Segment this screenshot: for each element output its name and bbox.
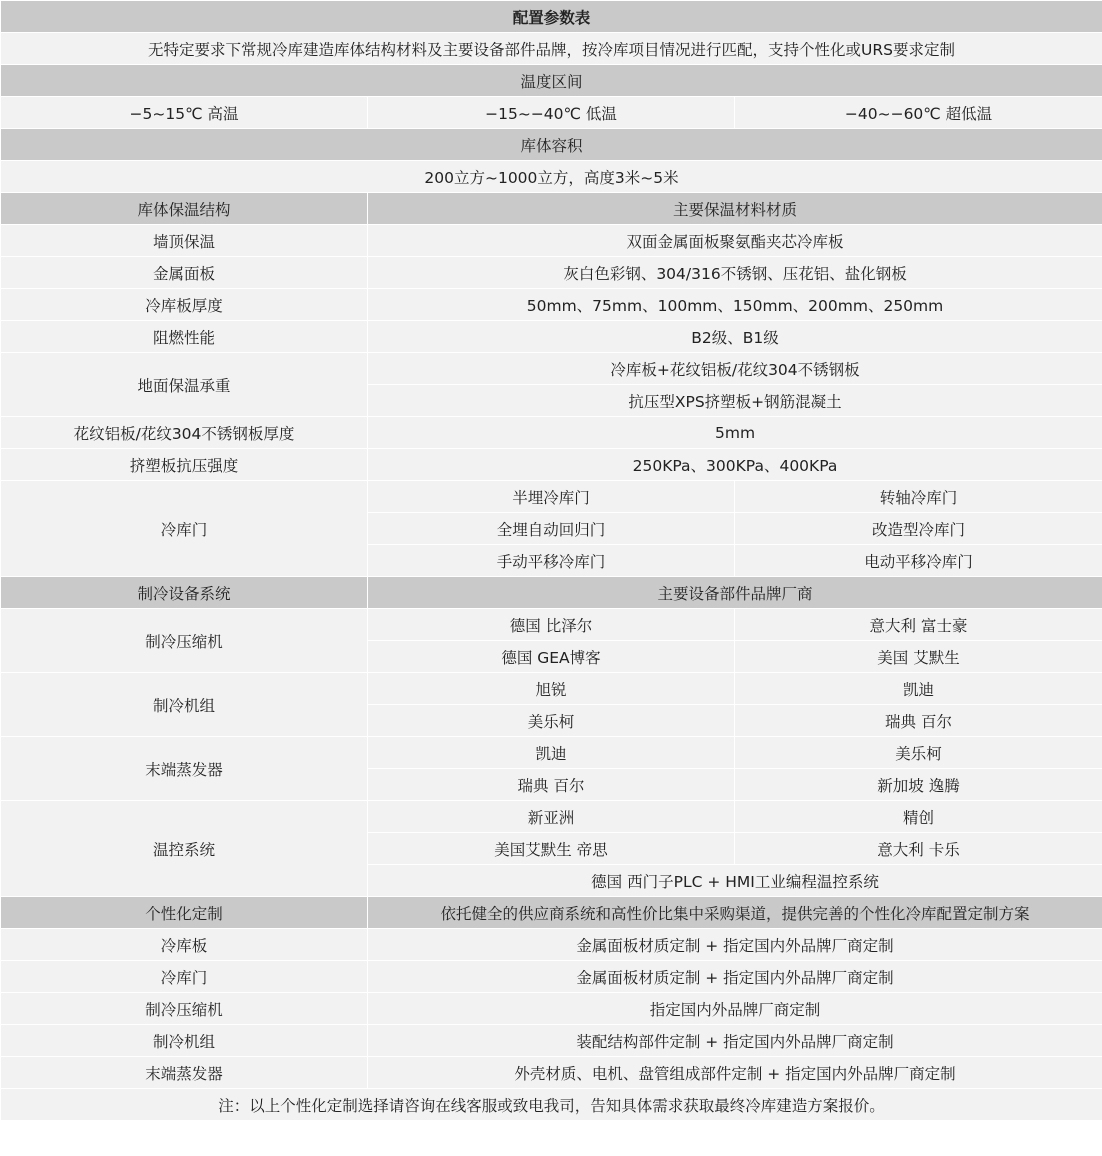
row-value: 装配结构部件定制 + 指定国内外品牌厂商定制 xyxy=(368,1025,1102,1057)
row-value: 瑞典 百尔 xyxy=(735,705,1102,737)
row-value: 抗压型XPS挤塑板+钢筋混凝土 xyxy=(368,385,1102,417)
temperature-ultra-low: −40~−60℃ 超低温 xyxy=(735,97,1102,129)
table-row xyxy=(1,417,1102,449)
volume-header: 库体容积 xyxy=(1,129,1102,161)
row-value: 双面金属面板聚氨酯夹芯冷库板 xyxy=(368,225,1102,257)
insulation-header-left: 库体保温结构 xyxy=(1,193,368,225)
table-row xyxy=(1,481,1102,513)
row-value: 意大利 富士豪 xyxy=(735,609,1102,641)
row-value: 德国 西门子PLC + HMI工业编程温控系统 xyxy=(368,865,1102,897)
row-value: 外壳材质、电机、盘管组成部件定制 + 指定国内外品牌厂商定制 xyxy=(368,1057,1102,1089)
temperature-header: 温度区间 xyxy=(1,65,1102,97)
table-row xyxy=(1,993,1102,1025)
row-value: 凯迪 xyxy=(368,737,735,769)
row-label: 温控系统 xyxy=(1,801,368,897)
table-row xyxy=(1,577,1102,609)
row-label: 挤塑板抗压强度 xyxy=(1,449,368,481)
row-value: 灰白色彩钢、304/316不锈钢、压花铝、盐化钢板 xyxy=(368,257,1102,289)
table-row xyxy=(1,929,1102,961)
row-value: 改造型冷库门 xyxy=(735,513,1102,545)
table-row xyxy=(1,97,1102,129)
row-value: 新亚洲 xyxy=(368,801,735,833)
table-row xyxy=(1,225,1102,257)
intro-text: 无特定要求下常规冷库建造库体结构材料及主要设备部件品牌，按冷库项目情况进行匹配，支持个性化或URS要求定制 xyxy=(1,33,1102,65)
row-value: 美国 艾默生 xyxy=(735,641,1102,673)
table-row xyxy=(1,449,1102,481)
row-label: 金属面板 xyxy=(1,257,368,289)
row-value: 瑞典 百尔 xyxy=(368,769,735,801)
row-label: 冷库门 xyxy=(1,481,368,577)
table-row xyxy=(1,1089,1102,1121)
table-row xyxy=(1,897,1102,929)
row-value: 手动平移冷库门 xyxy=(368,545,735,577)
table-row xyxy=(1,1057,1102,1089)
row-label: 冷库板 xyxy=(1,929,368,961)
table-row xyxy=(1,609,1102,641)
row-label: 制冷压缩机 xyxy=(1,609,368,673)
row-label: 冷库板厚度 xyxy=(1,289,368,321)
custom-header-left: 个性化定制 xyxy=(1,897,368,929)
row-value: 指定国内外品牌厂商定制 xyxy=(368,993,1102,1025)
table-row xyxy=(1,161,1102,193)
table-row xyxy=(1,289,1102,321)
row-label: 墙顶保温 xyxy=(1,225,368,257)
row-label: 花纹铝板/花纹304不锈钢板厚度 xyxy=(1,417,368,449)
row-label: 阻燃性能 xyxy=(1,321,368,353)
temperature-high: −5~15℃ 高温 xyxy=(1,97,368,129)
row-label: 末端蒸发器 xyxy=(1,1057,368,1089)
table-row xyxy=(1,257,1102,289)
row-value: 250KPa、300KPa、400KPa xyxy=(368,449,1102,481)
table-row xyxy=(1,673,1102,705)
table-row xyxy=(1,33,1102,65)
table-row xyxy=(1,801,1102,833)
row-value: 意大利 卡乐 xyxy=(735,833,1102,865)
table-row xyxy=(1,321,1102,353)
row-value: 美乐柯 xyxy=(368,705,735,737)
table-row xyxy=(1,1025,1102,1057)
table-row xyxy=(1,353,1102,385)
table-row xyxy=(1,65,1102,97)
row-label: 地面保温承重 xyxy=(1,353,368,417)
row-value: 5mm xyxy=(368,417,1102,449)
row-label: 冷库门 xyxy=(1,961,368,993)
row-label: 制冷压缩机 xyxy=(1,993,368,1025)
table-row xyxy=(1,193,1102,225)
row-value: B2级、B1级 xyxy=(368,321,1102,353)
row-value: 电动平移冷库门 xyxy=(735,545,1102,577)
table-row xyxy=(1,129,1102,161)
table-row xyxy=(1,1,1102,33)
refrigeration-header-right: 主要设备部件品牌厂商 xyxy=(368,577,1102,609)
row-value: 德国 GEA博客 xyxy=(368,641,735,673)
row-value: 美国艾默生 帝思 xyxy=(368,833,735,865)
custom-header-right: 依托健全的供应商系统和高性价比集中采购渠道，提供完善的个性化冷库配置定制方案 xyxy=(368,897,1102,929)
row-value: 冷库板+花纹铝板/花纹304不锈钢板 xyxy=(368,353,1102,385)
row-label: 末端蒸发器 xyxy=(1,737,368,801)
table-row xyxy=(1,961,1102,993)
row-value: 半埋冷库门 xyxy=(368,481,735,513)
refrigeration-header-left: 制冷设备系统 xyxy=(1,577,368,609)
row-value: 旭锐 xyxy=(368,673,735,705)
footnote: 注：以上个性化定制选择请咨询在线客服或致电我司，告知具体需求获取最终冷库建造方案报价。 xyxy=(1,1089,1102,1121)
temperature-low: −15~−40℃ 低温 xyxy=(368,97,735,129)
volume-value: 200立方~1000立方，高度3米~5米 xyxy=(1,161,1102,193)
row-label: 制冷机组 xyxy=(1,673,368,737)
row-value: 金属面板材质定制 + 指定国内外品牌厂商定制 xyxy=(368,929,1102,961)
row-value: 金属面板材质定制 + 指定国内外品牌厂商定制 xyxy=(368,961,1102,993)
row-value: 全埋自动回归门 xyxy=(368,513,735,545)
table-row xyxy=(1,737,1102,769)
row-value: 新加坡 逸腾 xyxy=(735,769,1102,801)
row-value: 德国 比泽尔 xyxy=(368,609,735,641)
insulation-header-right: 主要保温材料材质 xyxy=(368,193,1102,225)
row-label: 制冷机组 xyxy=(1,1025,368,1057)
row-value: 凯迪 xyxy=(735,673,1102,705)
row-value: 转轴冷库门 xyxy=(735,481,1102,513)
row-value: 美乐柯 xyxy=(735,737,1102,769)
table-title: 配置参数表 xyxy=(1,1,1102,33)
row-value: 50mm、75mm、100mm、150mm、200mm、250mm xyxy=(368,289,1102,321)
row-value: 精创 xyxy=(735,801,1102,833)
